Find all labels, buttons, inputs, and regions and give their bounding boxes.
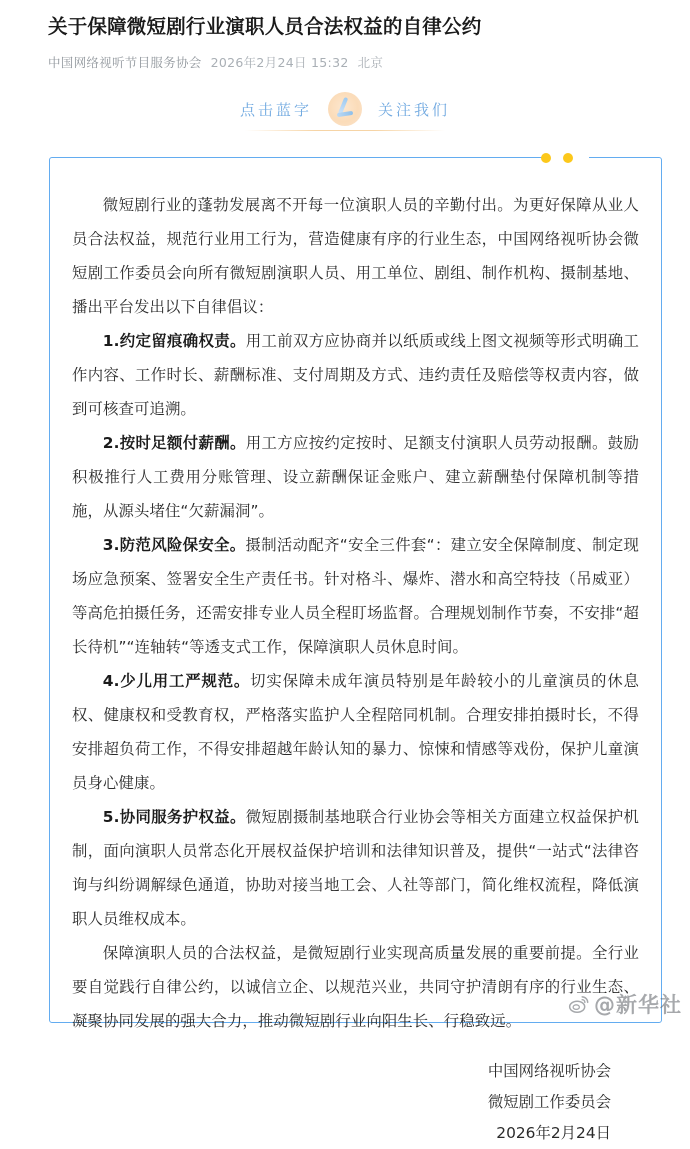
paragraph-text: 用工前双方应协商并以纸质或线上图文视频等形式明确工作内容、工作时长、薪酬标准、支付周期及方式、违约责任及赔偿等权责内容，做到可核查可追溯。 bbox=[72, 332, 639, 418]
follow-banner-right-text[interactable]: 关注我们 bbox=[378, 100, 451, 119]
paragraph-text: 微短剧摄制基地联合行业协会等相关方面建立权益保护机制，面向演职人员常态化开展权益保护培训和法律知识普及，提供“一站式“法律咨询与纠纷调解绿色通道，协助对接当地工会、人社等部门，简化维权流程，降低演职人员维权成本。 bbox=[72, 808, 639, 928]
paragraph-text: 保障演职人员的合法权益，是微短剧行业实现高质量发展的重要前提。全行业要自觉践行自律公约，以诚信立企、以规范兴业，共同守护清朗有序的行业生态、凝聚协同发展的强大合力，推动微短剧行业向阳生长、行稳致远。 bbox=[72, 944, 639, 1030]
decorative-dot-1-icon bbox=[541, 153, 551, 163]
paragraph-text: 用工方应按约定按时、足额支付演职人员劳动报酬。鼓励积极推行人工费用分账管理、设立薪酬保证金账户、建立薪酬垫付保障机制等措施，从源头堵住“欠薪漏洞”。 bbox=[72, 434, 639, 520]
follow-banner-left-text[interactable]: 点击蓝字 bbox=[239, 100, 312, 119]
page-title: 关于保障微短剧行业演职人员合法权益的自律公约 bbox=[48, 15, 482, 38]
paragraph-item-2 bbox=[72, 426, 639, 528]
paragraph-lead: 2.按时足额付薪酬。 bbox=[102, 434, 246, 452]
meta-source[interactable]: 中国网络视听节目服务协会 bbox=[48, 55, 202, 71]
paragraph-text: 切实保障未成年演员特别是年龄较小的儿童演员的休息权、健康权和受教育权，严格落实监护人全程陪同机制。合理安排拍摄时长，不得安排超负荷工作，不得安排超越年龄认知的暴力、惊悚和情感等戏份，保护儿童演员身心健康。 bbox=[72, 672, 639, 792]
paragraph-lead: 3.防范风险保安全。 bbox=[102, 536, 246, 554]
paragraph-lead: 4.少儿用工严规范。 bbox=[102, 672, 251, 690]
watermark-text: @新华社 bbox=[594, 993, 682, 1017]
signature-organization: 中国网络视听协会 bbox=[487, 1062, 611, 1080]
signature-date: 2026年2月24日 bbox=[496, 1124, 611, 1142]
follow-banner bbox=[0, 87, 690, 131]
paragraph-item-3 bbox=[72, 528, 639, 664]
pen-circle-logo-icon bbox=[328, 92, 362, 126]
meta-place: 北京 bbox=[357, 55, 384, 71]
signature-committee: 微短剧工作委员会 bbox=[487, 1093, 611, 1111]
paragraph-closing bbox=[72, 936, 639, 1038]
article-meta bbox=[48, 53, 646, 71]
paragraph-text: 摄制活动配齐“安全三件套“：建立安全保障制度、制定现场应急预案、签署安全生产责任书。针对格斗、爆炸、潜水和高空特技（吊威亚）等高危拍摄任务，还需安排专业人员全程盯场监督。合理规划制作节奏，不安排“超长待机”“连轴转“等透支式工作，保障演职人员休息时间。 bbox=[72, 536, 640, 656]
signature-block bbox=[72, 1056, 639, 1149]
paragraph-item-1 bbox=[72, 324, 639, 426]
paragraph-item-4 bbox=[72, 664, 639, 800]
paragraph-text: 微短剧行业的蓬勃发展离不开每一位演职人员的辛勤付出。为更好保障从业人员合法权益，规范行业用工行为，营造健康有序的行业生态，中国网络视听协会微短剧工作委员会向所有微短剧演职人员、用工单位、剧组、制作机构、摄制基地、播出平台发出以下自律倡议： bbox=[72, 196, 639, 316]
paragraph-lead: 5.协同服务护权益。 bbox=[102, 808, 246, 826]
article-header bbox=[0, 0, 690, 71]
paragraph-lead: 1.约定留痕确权责。 bbox=[102, 332, 246, 350]
decorative-dot-2-icon bbox=[563, 153, 573, 163]
paragraph-intro bbox=[72, 188, 639, 324]
meta-date: 2026年2月24日 15:32 bbox=[210, 55, 349, 71]
card-body bbox=[72, 188, 639, 1038]
content-card bbox=[49, 157, 662, 1142]
paragraph-item-5 bbox=[72, 800, 639, 936]
